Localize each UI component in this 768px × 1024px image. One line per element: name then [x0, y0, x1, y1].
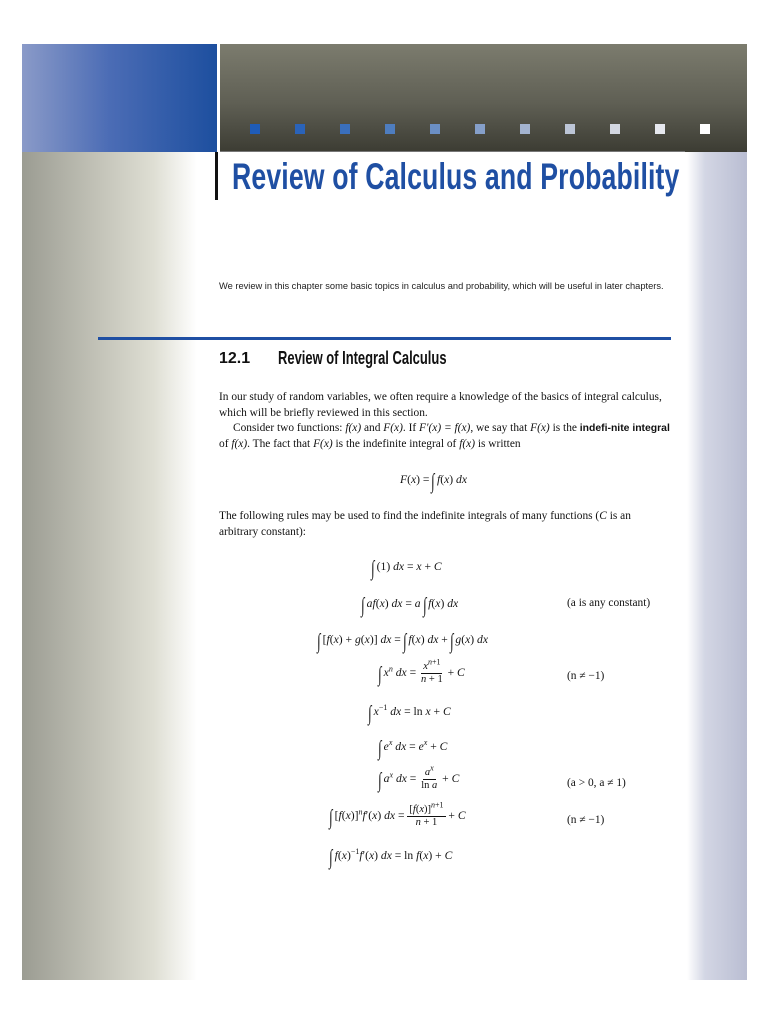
rule-condition: (n ≠ −1) [567, 670, 605, 682]
equation-definition: F(x) = ∫ f(x) dx [400, 469, 467, 493]
header-banner-gray [220, 44, 747, 152]
section-title: Review of Integral Calculus [278, 348, 447, 368]
right-margin-band [687, 152, 747, 980]
header-banner-blue [22, 44, 217, 152]
rule-chain-power: ∫ $[f(x)]^nf'(x)$ dx = $\frac{[f(x)]^{n+1}}{n + 1}$ + C [329, 800, 466, 830]
textbook-page [22, 44, 747, 980]
rule-condition: (a is any constant) [567, 597, 651, 609]
header-square [385, 124, 395, 134]
header-square [475, 124, 485, 134]
section-number: 12.1 [219, 350, 251, 367]
rule-general-exponential: ∫ $a^x$ dx = $\frac{a^x}{\text{ln a}}$ + C [378, 763, 460, 793]
defined-term: indefi-nite integral [579, 423, 670, 434]
section-rule [98, 337, 671, 340]
rule-constant: ∫ (1) dx = x + C [371, 556, 442, 580]
paragraph: Consider two functions: f(x) and F(x). If F′(x) = f(x), we say that F(x) is the indefi-nite integral of f(x). The fact that F(x) is the indefinite integral of f(x) is written [219, 422, 670, 450]
header-square [565, 124, 575, 134]
header-square [655, 124, 665, 134]
header-square [430, 124, 440, 134]
rule-power: ∫ $x^n$ dx = $\frac{x^{n+1}}{n + 1}$ + C [378, 657, 465, 687]
rule-condition: (n ≠ −1) [567, 814, 605, 826]
header-square [700, 124, 710, 134]
paragraph: In our study of random variables, we often require a knowledge of the basics of integral calculus, which will be briefly reviewed in this section. [219, 391, 662, 419]
chapter-intro: We review in this chapter some basic topics in calculus and probability, which will be useful in later chapters. [219, 281, 664, 291]
header-square [340, 124, 350, 134]
rule-sum: ∫ [f(x) + g(x)] dx = ∫ f(x) dx + ∫ g(x) dx [317, 629, 488, 653]
header-square [610, 124, 620, 134]
chapter-title: Review of Calculus and Probability [232, 156, 680, 197]
paragraph: The following rules may be used to find the indefinite integrals of many functions (C is an arbitrary constant): [219, 510, 631, 538]
rule-reciprocal: ∫ $x^{-1}$ dx = ln x + C [368, 701, 451, 725]
title-accent-bar [215, 152, 218, 200]
left-margin-band [22, 152, 197, 980]
rule-log-derivative: ∫ $f(x)^{-1}f'(x)$ dx = ln f(x) + C [329, 845, 453, 869]
header-square [250, 124, 260, 134]
rule-exponential: ∫ $e^x$ dx = $e^x + C$ [378, 736, 448, 760]
rule-scalar-multiple: ∫ af(x) dx = a ∫ f(x) dx [361, 593, 459, 617]
header-square [295, 124, 305, 134]
rule-condition: (a > 0, a ≠ 1) [567, 777, 626, 789]
header-square [520, 124, 530, 134]
